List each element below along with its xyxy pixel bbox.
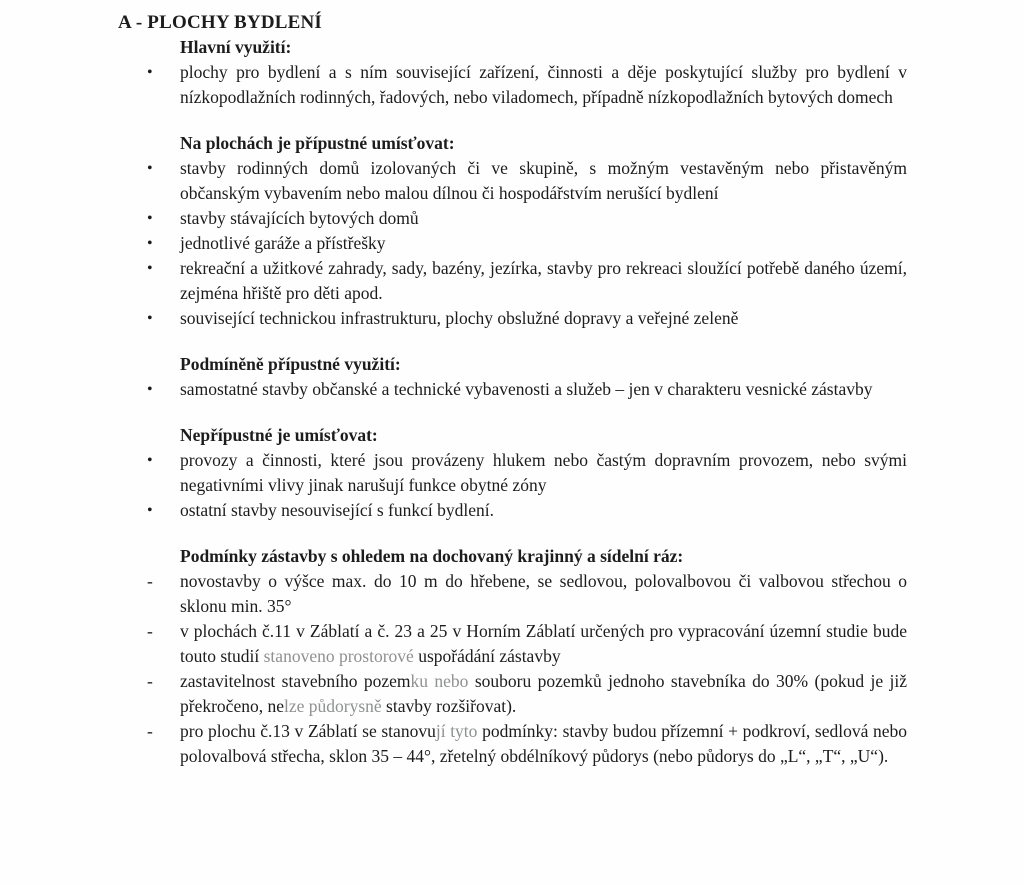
text-run: v plochách č.11 v Záblatí a č. 23 a 25 v Horním Záblatí určených pro vypracování územní studie bude touto studií [180, 621, 907, 666]
text-run: novostavby o výšce max. do 10 m do hřebene, se sedlovou, polovalbovou či valbovou střechou o sklonu min. 35° [180, 571, 907, 616]
list-item-text [180, 500, 494, 520]
list-item [147, 719, 908, 769]
text-run: Podmíněně přípustné využití: [180, 354, 401, 374]
text-run: související technickou infrastrukturu, plochy obslužné dopravy a veřejné zeleně [180, 308, 739, 328]
list-item [147, 498, 907, 523]
text-run: zastavitelnost stavebního pozem [180, 671, 411, 691]
list-item [147, 569, 907, 619]
section-heading [180, 35, 907, 60]
list-item-text [180, 671, 907, 716]
text-run: uspořádání zástavby [413, 646, 561, 666]
list-item-text [180, 208, 419, 228]
list-item-text [180, 571, 907, 616]
text-run: souboru pozemků jednoho stavebníka do 30% (pokud je již překročeno, ne [180, 671, 908, 716]
text-run: s ohledem na dochovaný krajinný a sídelní ráz: [326, 546, 684, 566]
list-item [147, 619, 907, 669]
bullet-marker: • [147, 64, 153, 81]
text-run: : [371, 425, 378, 445]
list-item-text [180, 621, 907, 666]
section-heading [180, 131, 907, 156]
section-heading [180, 423, 907, 448]
text-run: stavby rodinných domů izolovaných či ve skupině, s možným vestavěným nebo přistavěným občanským vybavením nebo malou dílnou či hospodářstvím nerušící bydlení [180, 158, 907, 203]
text-run: A - PLOCHY BYDLENÍ [118, 12, 322, 33]
bullet-marker: • [147, 160, 153, 177]
dash-marker: - [147, 721, 153, 741]
faded-text-run: jí tyto [435, 721, 478, 741]
dash-marker: - [147, 621, 153, 641]
list-item-text [180, 258, 907, 303]
bullet-marker: • [147, 235, 153, 252]
bullet-marker: • [147, 502, 153, 519]
dash-marker: - [147, 571, 153, 591]
dash-marker: - [147, 671, 153, 691]
text-run: stavby stávajících bytových domů [180, 208, 419, 228]
list-item [147, 206, 907, 231]
bullet-marker: • [147, 260, 153, 277]
list-item-text [180, 62, 907, 107]
faded-text-run: ku nebo [410, 671, 469, 691]
text-run: podmínky: stavby budou přízemní + podkroví, sedlová nebo polovalbová střecha, sklon 35 – 44°, zřetelný obdélníkový půdorys (nebo půdorys do „L“, „T“, „U“). [180, 721, 908, 766]
document-body [118, 10, 907, 769]
text-run: Podmínky zástavby [180, 546, 327, 566]
list-item [147, 306, 907, 331]
list-item [147, 231, 907, 256]
text-run: plochy pro bydlení a s ním související zařízení, činnosti a děje poskytující služby pro bydlení v nízkopodlažních rodinných, řadových, nebo viladomech, případně nízkopodlažních bytových domech [180, 62, 907, 107]
list-item-text [180, 308, 738, 328]
list-item [147, 256, 907, 306]
bullet-marker: • [147, 381, 153, 398]
list-item [147, 448, 907, 498]
list-item [147, 156, 907, 206]
text-run: Nepřípustné je umísťovat [180, 425, 372, 445]
document-title [118, 10, 907, 35]
text-run: pro plochu č.13 v Záblatí se stanovu [180, 721, 436, 741]
text-run: samostatné stavby občanské a technické vybavenosti a služeb – jen v charakteru vesnické zástavby [180, 379, 873, 399]
list-item-text [180, 158, 907, 203]
list-item [147, 669, 908, 719]
bullet-marker: • [147, 210, 153, 227]
text-run: provozy a činnosti, které jsou provázeny hlukem nebo častým dopravním provozem, nebo svými negativními vlivy jinak narušují funkce obytné zóny [180, 450, 907, 495]
faded-text-run: stanoveno prostorové [263, 646, 414, 666]
section-heading [180, 352, 907, 377]
faded-text-run: lze půdorysně [283, 696, 382, 716]
section-heading [180, 544, 907, 569]
text-run: ostatní stavby nesouvisející s funkcí bydlení. [180, 500, 494, 520]
list-item-text [180, 721, 907, 766]
list-item-text [180, 379, 872, 399]
list-item-text [180, 233, 386, 253]
text-run: Na plochách je přípustné umísťovat: [180, 133, 455, 153]
list-item [147, 60, 907, 110]
list-item [147, 377, 907, 402]
bullet-marker: • [147, 310, 153, 327]
text-run: rekreační a užitkové zahrady, sady, bazény, jezírka, stavby pro rekreaci sloužící potřebě daného území, zejména hřiště pro děti apod. [180, 258, 907, 303]
text-run: stavby rozšiřovat). [381, 696, 517, 716]
list-item-text [180, 450, 907, 495]
bullet-marker: • [147, 452, 153, 469]
text-run: jednotlivé garáže a přístřešky [180, 233, 386, 253]
text-run: Hlavní využití: [180, 37, 292, 57]
